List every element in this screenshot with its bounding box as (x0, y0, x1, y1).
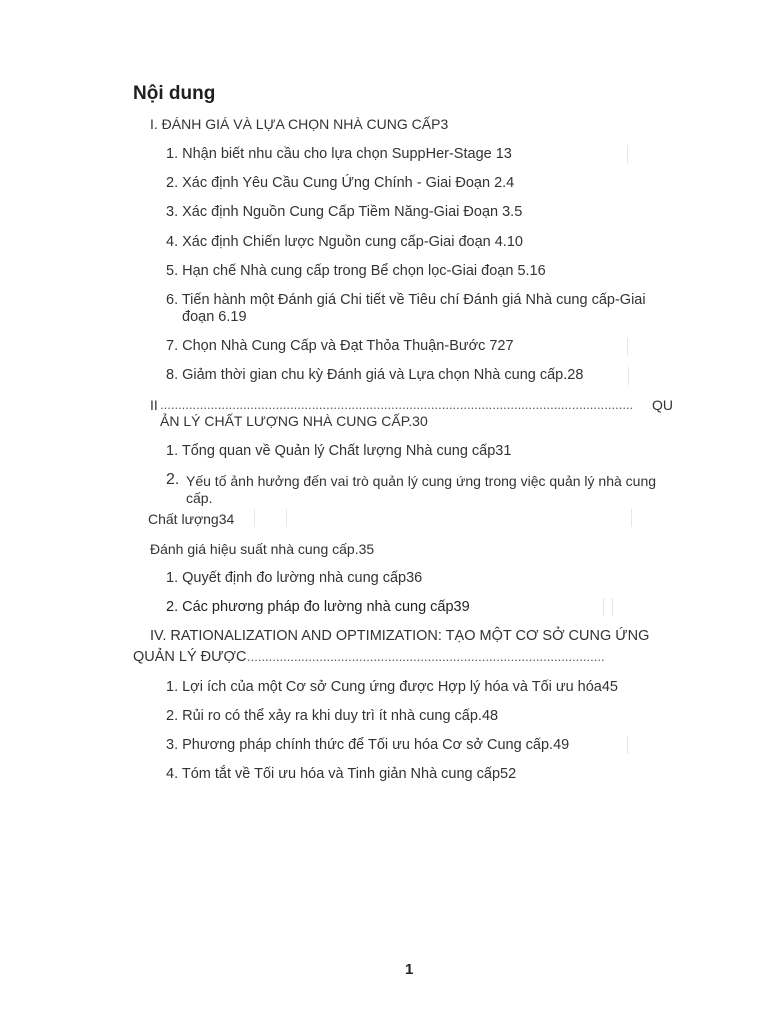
toc-leader-dots: ................................................................................................................................... (160, 397, 634, 412)
toc-entry: 2. Xác định Yêu Cầu Cung Ứng Chính - Giai Đoạn 2.4 (166, 175, 515, 191)
toc-entry: 5. Hạn chế Nhà cung cấp trong Bể chọn lọc-Giai đoạn 5.16 (166, 263, 546, 279)
toc-entry-continuation: đoạn 6.19 (182, 309, 247, 325)
tab-stop-mark (286, 509, 287, 527)
toc-entry: Chất lượng34 (148, 511, 235, 527)
toc-section-2-end: QU (652, 397, 673, 413)
toc-entry: Đánh giá hiệu suất nhà cung cấp.35 (150, 541, 375, 557)
toc-entry: 8. Giảm thời gian chu kỳ Đánh giá và Lựa chọn Nhà cung cấp.28 (166, 367, 584, 383)
toc-entry: 1. Tổng quan về Quản lý Chất lượng Nhà cung cấp31 (166, 443, 512, 459)
tab-stop-mark (627, 145, 628, 163)
toc-entry: 2. Rủi ro có thể xảy ra khi duy trì ít nhà cung cấp.48 (166, 708, 499, 724)
toc-heading: Nội dung (133, 83, 216, 104)
toc-section-4-continuation: QUẢN LÝ ĐƯỢC (133, 649, 247, 665)
page-number: 1 (405, 961, 414, 978)
toc-section-1: I. ĐÁNH GIÁ VÀ LỰA CHỌN NHÀ CUNG CẤP3 (150, 116, 449, 132)
toc-section-2-continuation: ẢN LÝ CHẤT LƯỢNG NHÀ CUNG CẤP.30 (160, 413, 428, 429)
toc-entry: 1. Nhận biết nhu cầu cho lựa chọn SuppHer-Stage 13 (166, 146, 512, 162)
toc-entry: 4. Tóm tắt về Tối ưu hóa và Tinh giản Nhà cung cấp52 (166, 766, 517, 782)
toc-entry: 7. Chọn Nhà Cung Cấp và Đạt Thỏa Thuận-Bước 727 (166, 338, 514, 354)
toc-entry: 4. Xác định Chiến lược Nguồn cung cấp-Giai đoạn 4.10 (166, 234, 523, 250)
toc-entry: 1. Lợi ích của một Cơ sở Cung ứng được Hợp lý hóa và Tối ưu hóa45 (166, 679, 618, 695)
toc-entry: 6. Tiến hành một Đánh giá Chi tiết về Tiêu chí Đánh giá Nhà cung cấp-Giai (166, 292, 646, 308)
toc-entry: 2. Các phương pháp đo lường nhà cung cấp39 (166, 599, 470, 615)
toc-entry: 3. Xác định Nguồn Cung Cấp Tiềm Năng-Giai Đoạn 3.5 (166, 204, 523, 220)
toc-entry: Yếu tố ảnh hưởng đến vai trò quản lý cung ứng trong việc quản lý nhà cung (186, 473, 657, 489)
toc-entry: 1. Quyết định đo lường nhà cung cấp36 (166, 570, 423, 586)
tab-stop-mark (631, 509, 632, 527)
toc-entry: 3. Phương pháp chính thức để Tối ưu hóa Cơ sở Cung cấp.49 (166, 737, 570, 753)
toc-entry-continuation: cấp. (186, 490, 213, 506)
toc-section-4: IV. RATIONALIZATION AND OPTIMIZATION: TẠO MỘT CƠ SỞ CUNG ỨNG (150, 628, 650, 644)
tab-stop-mark (627, 338, 628, 356)
tab-stop-mark (603, 598, 604, 616)
tab-stop-mark (254, 509, 255, 527)
toc-leader-dots: ................................................................................................... (247, 649, 605, 664)
tab-stop-mark (628, 367, 629, 385)
toc-section-2-start: II (150, 397, 158, 413)
toc-entry-number: 2. (166, 471, 180, 488)
tab-stop-mark (612, 598, 613, 616)
tab-stop-mark (627, 736, 628, 754)
